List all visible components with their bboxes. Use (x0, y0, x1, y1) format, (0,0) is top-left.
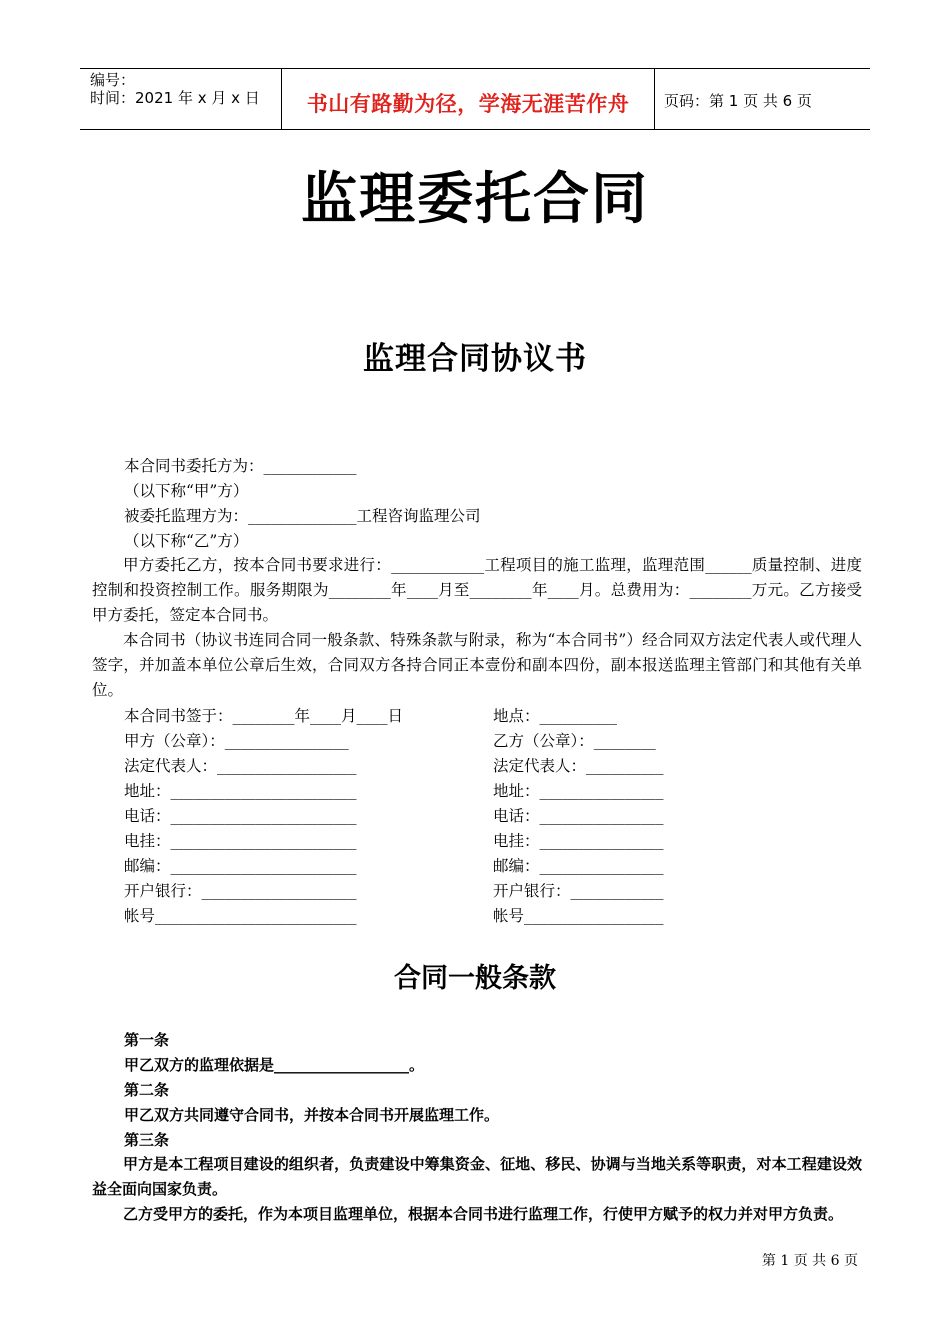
article-1-heading: 第一条 (124, 1031, 170, 1049)
header-table (80, 68, 870, 130)
sign-right-line: 邮编：________________ (493, 857, 664, 875)
sign-right-line: 开户银行：____________ (493, 882, 664, 900)
sign-right-line: 乙方（公章）：________ (493, 732, 656, 750)
sign-right-line: 帐号__________________ (493, 907, 664, 925)
contractor-line: 被委托监理方为：______________工程咨询监理公司 (124, 507, 481, 525)
contractor-alias: （以下称“乙”方） (124, 532, 249, 550)
sign-left-line: 本合同书签于：________年____月____日 (124, 707, 404, 725)
header-motto-cell (281, 69, 655, 129)
agreement-title: 监理合同协议书 (363, 341, 587, 377)
general-terms-title: 合同一般条款 (394, 963, 556, 994)
sign-right-line: 电话：________________ (493, 807, 664, 825)
sign-left-line: 电话：________________________ (124, 807, 357, 825)
article-3-paragraph-2: 乙方受甲方的委托，作为本项目监理单位，根据本合同书进行监理工作，行使甲方赋予的权力并对甲方负责。 (123, 1205, 844, 1223)
document-title: 监理委托合同 (301, 167, 649, 232)
sign-right-line: 地点：__________ (493, 707, 618, 725)
number-label: 编号： (90, 71, 136, 89)
article-1-text: 甲乙双方的监理依据是__________________。 (124, 1056, 425, 1074)
sign-left-line: 地址：________________________ (124, 782, 357, 800)
header-page-cell (654, 69, 870, 129)
article-2-heading: 第二条 (124, 1081, 170, 1099)
sign-left-line: 电挂：________________________ (124, 832, 357, 850)
page-code: 页码：第 1 页 共 6 页 (664, 92, 812, 110)
motto: 书山有路勤为径，学海无涯苦作舟 (306, 92, 630, 116)
sign-left-line: 法定代表人：__________________ (124, 757, 357, 775)
time-label: 时间：2021 年 x 月 x 日 (90, 89, 260, 107)
page-footer: 第 1 页 共 6 页 (761, 1253, 858, 1269)
article-2-text: 甲乙双方共同遵守合同书，并按本合同书开展监理工作。 (124, 1106, 500, 1124)
sign-left-line: 开户银行：____________________ (124, 882, 357, 900)
sign-right-line: 法定代表人：__________ (493, 757, 664, 775)
article-3-heading: 第三条 (124, 1131, 170, 1149)
sign-left-line: 甲方（公章）：________________ (124, 732, 349, 750)
client-alias: （以下称“甲”方） (124, 482, 249, 500)
sign-left-line: 帐号__________________________ (124, 907, 357, 925)
sign-left-line: 邮编：________________________ (124, 857, 357, 875)
header-info-cell (80, 69, 280, 129)
client-line: 本合同书委托方为：____________ (124, 457, 357, 475)
agreement-paragraph-1: 甲方委托乙方，按本合同书要求进行：____________工程项目的施工监理，监理范围______质量控制、进度控制和投资控制工作。服务期限为________年____月至________年____月。总费用为：________万元。乙方接受甲方委托，签定本合同书。 (92, 556, 862, 624)
article-3-paragraph-1: 甲方是本工程项目建设的组织者，负责建设中筹集资金、征地、移民、协调与当地关系等职责，对本工程建设效益全面向国家负责。 (92, 1155, 862, 1198)
sign-right-line: 地址：________________ (493, 782, 664, 800)
agreement-paragraph-2: 本合同书（协议书连同合同一般条款、特殊条款与附录，称为“本合同书”）经合同双方法定代表人或代理人签字，并加盖本单位公章后生效，合同双方各持合同正本壹份和副本四份，副本报送监理主管部门和其他有关单位。 (92, 631, 862, 699)
sign-right-line: 电挂：________________ (493, 832, 664, 850)
